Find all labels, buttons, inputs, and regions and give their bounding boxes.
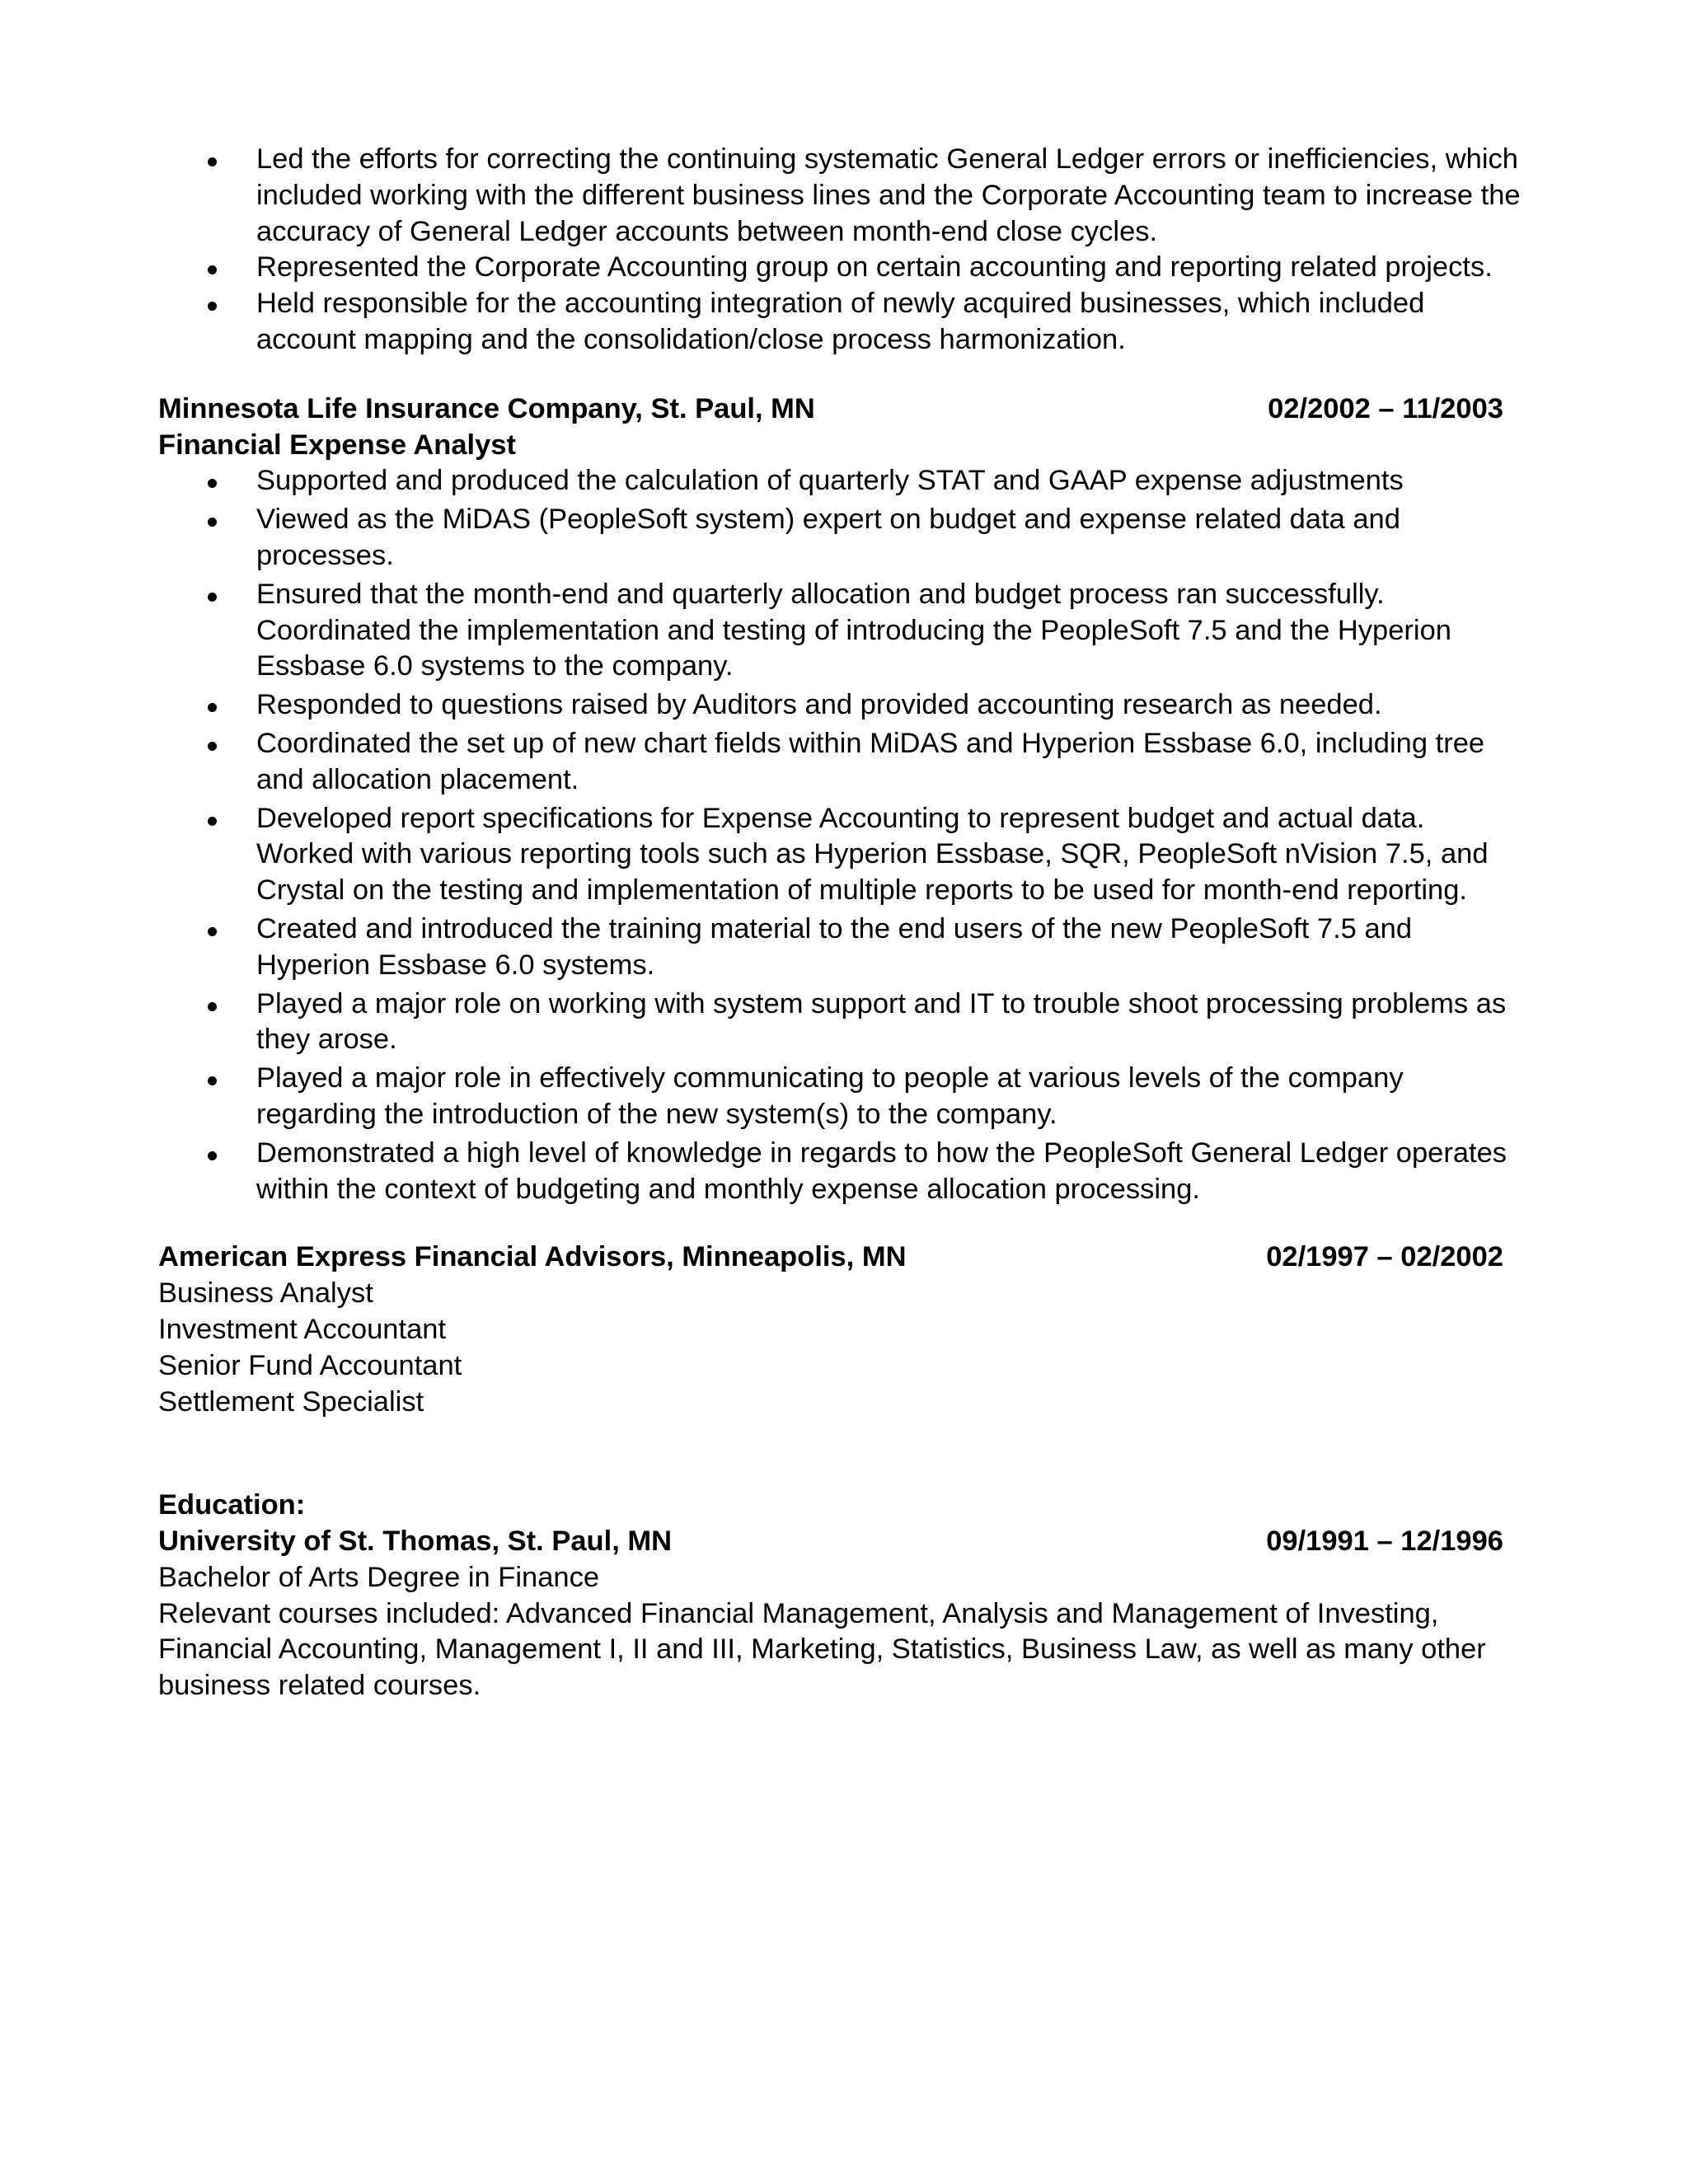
- job-title: Financial Expense Analyst: [158, 429, 516, 461]
- company-name: American Express Financial Advisors, Minneapolis, MN: [158, 1241, 907, 1273]
- job-header: [158, 1240, 1503, 1276]
- bullet-icon: [208, 1151, 217, 1160]
- list-item: Played a major role in effectively communicating to people at various levels of the company regarding the introduction of the new system(s) to the company.: [256, 1061, 1530, 1133]
- list-item: Represented the Corporate Accounting group on certain accounting and reporting related projects.: [256, 250, 1530, 286]
- employment-dates: 02/2002 – 11/2003: [1268, 392, 1503, 424]
- employment-dates: 02/1997 – 02/2002: [1266, 1241, 1503, 1273]
- list-item: Developed report specifications for Expense Accounting to represent budget and actual data. Worked with various reporting tools such as Hyperion Essbase, SQR, PeopleSoft nVision 7.5, and Crystal on the testing and implementation of multiple reports to be used for month-end reporting.: [256, 801, 1530, 909]
- education-dates: 09/1991 – 12/1996: [1266, 1526, 1503, 1558]
- resume-content: [158, 142, 1530, 1704]
- list-item: Coordinated the set up of new chart fields within MiDAS and Hyperion Essbase 6.0, including tree and allocation placement.: [256, 726, 1530, 799]
- bullet-icon: [208, 265, 217, 274]
- list-item: Demonstrated a high level of knowledge in regards to how the PeopleSoft General Ledger operates within the context of budgeting and monthly expense allocation processing.: [256, 1136, 1530, 1208]
- job-bullets: [158, 463, 1530, 1207]
- section-heading: Education:: [158, 1489, 306, 1521]
- company-name: Minnesota Life Insurance Company, St. Paul, MN: [158, 392, 815, 424]
- bullet-icon: [208, 518, 217, 527]
- school-header: [158, 1524, 1503, 1560]
- list-item: Held responsible for the accounting integration of newly acquired businesses, which included account mapping and the consolidation/close process harmonization.: [256, 286, 1530, 359]
- list-item: Responded to questions raised by Auditors and provided accounting research as needed.: [256, 687, 1530, 724]
- education-section: [158, 1488, 1530, 1704]
- relevant-courses: Relevant courses included: Advanced Financial Management, Analysis and Management of Investing, Financial Accounting, Management I, II and III, Marketing, Statistics, Business Law, as well as many other business related courses.: [158, 1597, 1486, 1702]
- bullet-icon: [208, 157, 217, 166]
- bullet-icon: [208, 927, 217, 936]
- list-item: Played a major role on working with system support and IT to trouble shoot processing problems as they arose.: [256, 987, 1530, 1059]
- list-item: Supported and produced the calculation of quarterly STAT and GAAP expense adjustments: [256, 463, 1530, 499]
- list-item: Led the efforts for correcting the continuing systematic General Ledger errors or inefficiencies, which included working with the different business lines and the Corporate Accounting team to increase the accuracy of General Ledger accounts between month-end close cycles.: [256, 142, 1530, 250]
- prior-role-bullets: [158, 142, 1530, 359]
- list-item: Viewed as the MiDAS (PeopleSoft system) expert on budget and expense related data and processes.: [256, 502, 1530, 574]
- bullet-icon: [208, 1002, 217, 1011]
- role-title: Business Analyst: [158, 1277, 373, 1310]
- bullet-icon: [208, 703, 217, 712]
- degree: Bachelor of Arts Degree in Finance: [158, 1561, 600, 1593]
- list-item: Ensured that the month-end and quarterly allocation and budget process ran successfully. Coordinated the implementation and testing of introducing the PeopleSoft 7.5 and the Hyperion Essbase 6.0 systems to the company.: [256, 577, 1530, 685]
- bullet-icon: [208, 479, 217, 488]
- list-item: Created and introduced the training material to the end users of the new PeopleSoft 7.5 and Hyperion Essbase 6.0 systems.: [256, 912, 1530, 984]
- bullet-icon: [208, 302, 217, 311]
- bullet-icon: [208, 593, 217, 602]
- role-title: Senior Fund Accountant: [158, 1349, 462, 1381]
- school-name: University of St. Thomas, St. Paul, MN: [158, 1526, 673, 1558]
- job-header: [158, 391, 1503, 428]
- bullet-icon: [208, 1076, 217, 1085]
- american-express-section: [158, 1240, 1530, 1420]
- role-title: Settlement Specialist: [158, 1385, 424, 1418]
- role-title: Investment Accountant: [158, 1313, 447, 1345]
- minnesota-life-section: [158, 391, 1530, 1208]
- bullet-icon: [208, 817, 217, 826]
- bullet-icon: [208, 742, 217, 751]
